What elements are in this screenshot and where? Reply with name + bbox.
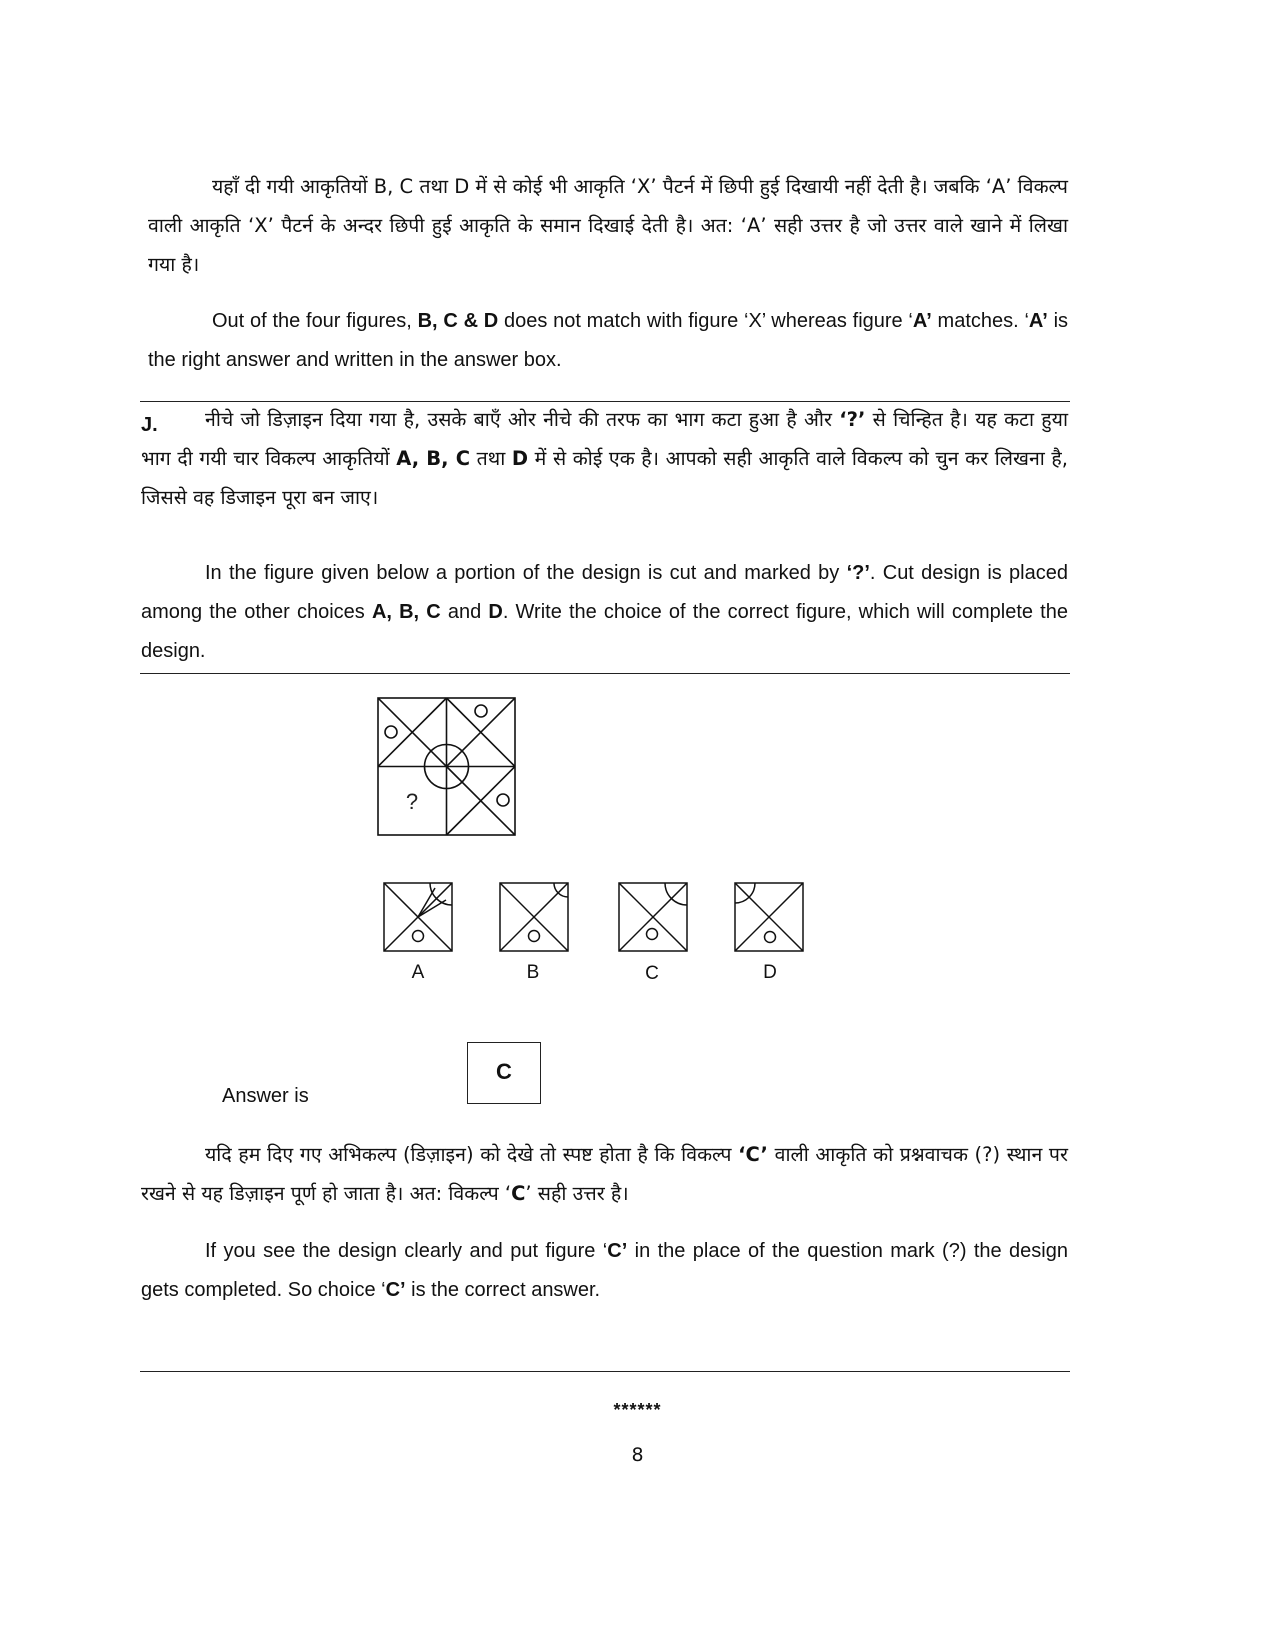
option-c-label: C: [645, 963, 659, 984]
divider: [140, 673, 1070, 674]
section-end-stars: ******: [613, 1400, 662, 1420]
explanation-hindi-1: यहाँ दी गयी आकृतियों B, C तथा D में से कोई भी आकृति ‘X’ पैटर्न में छिपी हुई दिखायी नहीं देती है। जबकि ‘A’ विकल्प वाली आकृति ‘X’ पैटर्न के अन्दर छिपी हुई आकृति के समान दिखाई देती है। अत: ‘A’ सही उत्तर है जो उत्तर वाले खाने में लिखा गया है।: [148, 175, 1068, 276]
question-mark: ?: [405, 789, 419, 814]
question-hindi: नीचे जो डिज़ाइन दिया गया है, उसके बाएँ ओर नीचे की तरफ का भाग कटा हुआ है और ‘?’ से चिन्हित है। यह कटा हुया भाग दी गयी चार विकल्प आकृतियों A, B, C तथा D में से कोई एक है। आपको सही आकृति वाले विकल्प को चुन कर लिखना है, जिससे वह डिजाइन पूरा बन जाए।: [141, 408, 1068, 509]
option-b-figure: [499, 882, 569, 952]
option-d-figure: [734, 882, 804, 952]
option-a-label: A: [411, 962, 425, 983]
option-a-figure: [383, 882, 453, 952]
question-label: J.: [141, 414, 158, 436]
answer-box: C: [467, 1042, 541, 1104]
design-figure: [377, 697, 517, 837]
option-b-label: B: [526, 962, 540, 983]
explanation-english-1: Out of the four figures, B, C & D does not match with figure ‘X’ whereas figure ‘A’ matches. ‘A’ is the right answer and written in the answer box.: [148, 310, 1069, 371]
explanation-hindi-2: यदि हम दिए गए अभिकल्प (डिज़ाइन) को देखे तो स्पष्ट होता है कि विकल्प ‘C’ वाली आकृति को प्रश्नवाचक (?) स्थान पर रखने से यह डिज़ाइन पूर्ण हो जाता है। अत: विकल्प ‘C’ सही उत्तर है।: [141, 1143, 1068, 1205]
option-c-figure: [618, 882, 688, 952]
option-d-label: D: [763, 962, 777, 983]
explanation-english-2: If you see the design clearly and put figure ‘C’ in the place of the question mark (?) the design gets completed. So choice ‘C’ is the correct answer.: [141, 1240, 1068, 1301]
answer-label: Answer is: [222, 1085, 309, 1107]
page-number: 8: [631, 1444, 644, 1466]
divider: [140, 1371, 1070, 1372]
question-english: In the figure given below a portion of the design is cut and marked by ‘?’. Cut design is placed among the other choices A, B, C and D. Write the choice of the correct figure, which will complete the design.: [141, 562, 1068, 662]
